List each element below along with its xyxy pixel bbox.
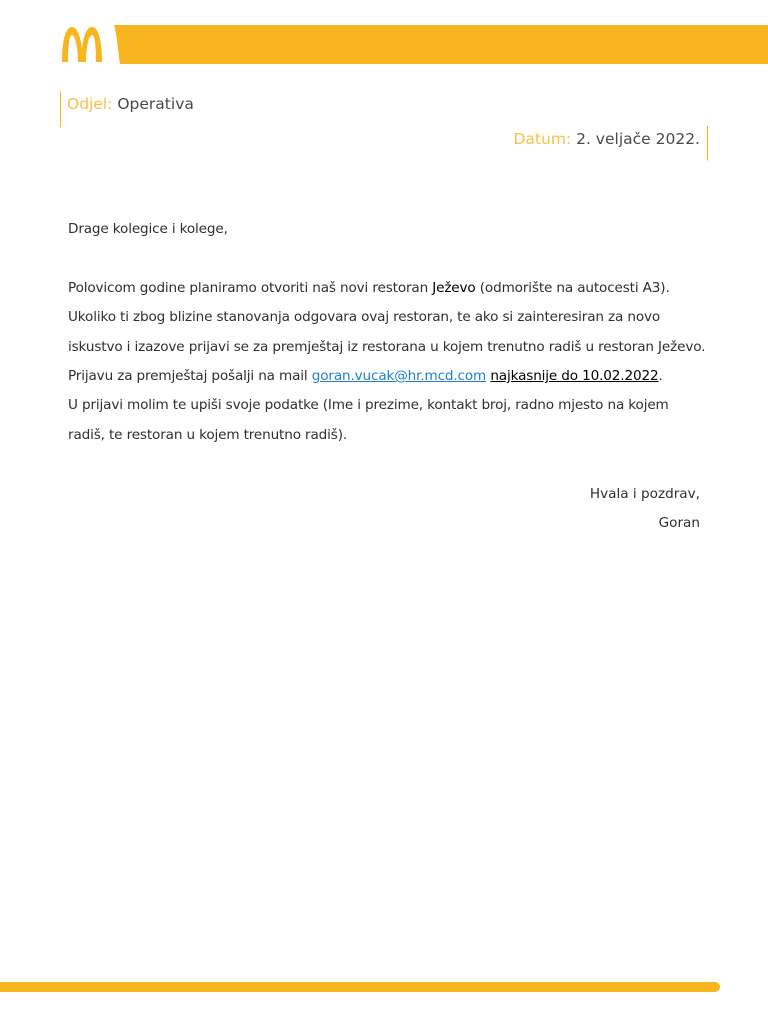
date-field: [514, 126, 709, 161]
restaurant-name: Ježevo: [432, 279, 476, 296]
signature: Goran: [658, 515, 700, 532]
golden-arches-icon: [62, 27, 102, 62]
greeting: Drage kolegice i kolege,: [68, 221, 228, 237]
deadline-text: najkasnije do 10.02.2022: [490, 368, 659, 385]
opening-location: (odmorište na autocesti A3).: [475, 279, 670, 296]
department-value: Operativa: [117, 95, 194, 113]
paragraph-invitation: Ukoliko ti zbog blizine stanovanja odgovara ovaj restoran, te ako si zainteresiran za novo iskustvo i izazove prijavi se za premještaj iz restorana u kojem trenutno radiš u restoran Ježevo.: [68, 309, 706, 355]
date-label: Datum:: [513, 130, 572, 148]
paragraph-application: Prijavu za premještaj pošalji na mail goran.vucak@hr.mcd.com najkasnije do 10.02.2022.: [68, 368, 663, 385]
letter-body: [68, 215, 708, 450]
department-field: [60, 91, 194, 127]
closing: [590, 480, 700, 539]
application-text: Prijavu za premještaj pošalji na mail: [68, 368, 312, 385]
email-link[interactable]: goran.vucak@hr.mcd.com: [311, 368, 487, 385]
header-band: [0, 25, 768, 64]
closing-line: Hvala i pozdrav,: [589, 486, 700, 502]
paragraph-opening: [68, 274, 708, 303]
footer-bar: [0, 982, 720, 992]
date-value: 2. veljače 2022.: [576, 130, 700, 148]
opening-text: Polovicom godine planiramo otvoriti naš novi restoran: [68, 279, 433, 296]
department-label: Odjel:: [67, 95, 113, 113]
header-bar: [114, 25, 768, 64]
paragraph-instructions: U prijavi molim te upiši svoje podatke (Ime i prezime, kontakt broj, radno mjesto na kojem radiš, te restoran u kojem trenutno radiš).: [68, 397, 669, 443]
